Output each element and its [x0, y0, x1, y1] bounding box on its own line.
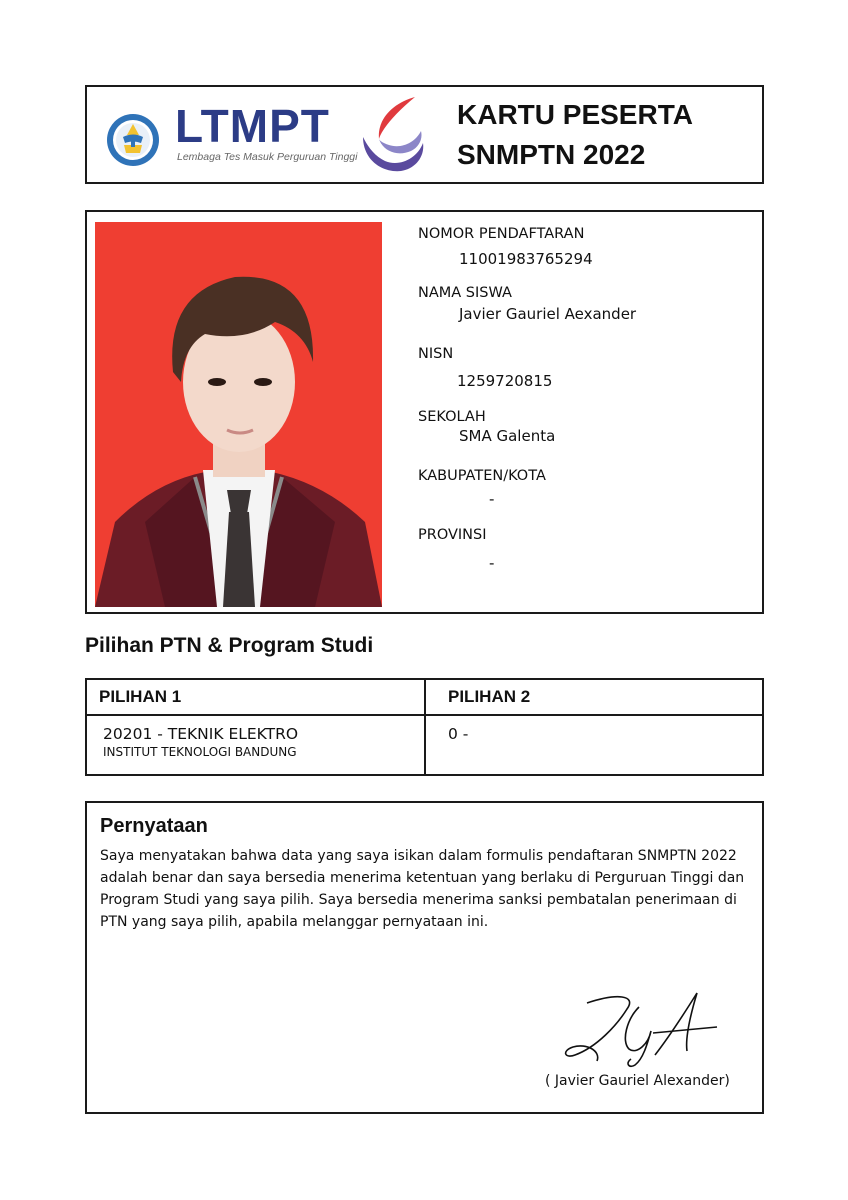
field-value-province: - — [489, 554, 495, 572]
statement-box — [85, 801, 764, 1114]
choice1-header: PILIHAN 1 — [99, 687, 182, 706]
handwritten-signature-icon — [557, 989, 727, 1069]
field-label-school: SEKOLAH — [418, 409, 486, 425]
field-value-nisn: 1259720815 — [457, 372, 553, 390]
portrait-illustration — [95, 222, 382, 607]
participant-photo — [95, 222, 382, 607]
field-label-nisn: NISN — [418, 346, 454, 362]
field-value-district: - — [489, 490, 495, 508]
card-title-line1: KARTU PESERTA — [457, 99, 693, 130]
tut-wuri-handayani-emblem-icon — [106, 113, 160, 167]
choices-section-title: Pilihan PTN & Program Studi — [85, 634, 374, 657]
statement-title: Pernyataan — [100, 815, 208, 837]
choice2-program: 0 - — [448, 725, 469, 743]
table-header-divider — [87, 714, 762, 716]
field-label-student-name: NAMA SISWA — [418, 285, 512, 301]
choices-table — [85, 678, 764, 776]
statement-body: Saya menyatakan bahwa data yang saya isikan dalam formulis pendaftaran SNMPTN 2022 adalah benar dan saya bersedia menerima ketentuan yang berlaku di Perguruan Tinggi dan Program Studi yang saya pilih. Saya bersedia menerima sanksi pembatalan penerimaan di PTN yang saya pilih, apabila melanggar pernyataan ini. — [100, 848, 745, 930]
card-title-line2: SNMPTN 2022 — [457, 139, 646, 170]
card-header — [85, 85, 764, 184]
table-column-divider — [424, 680, 426, 774]
choice2-header: PILIHAN 2 — [448, 687, 531, 706]
field-value-school: SMA Galenta — [459, 427, 556, 445]
field-label-district: KABUPATEN/KOTA — [418, 468, 546, 484]
field-value-registration-number: 11001983765294 — [459, 250, 593, 268]
ltmpt-swoosh-icon — [357, 93, 427, 177]
ltmpt-logo-subtitle: Lembaga Tes Masuk Perguruan Tinggi — [177, 151, 358, 163]
participant-profile — [85, 210, 764, 614]
field-label-registration-number: NOMOR PENDAFTARAN — [418, 226, 585, 242]
choice1-program: 20201 - TEKNIK ELEKTRO — [103, 725, 299, 743]
field-value-student-name: Javier Gauriel Aexander — [459, 305, 637, 323]
signer-name: ( Javier Gauriel Alexander) — [545, 1073, 730, 1089]
choice1-university: INSTITUT TEKNOLOGI BANDUNG — [103, 745, 297, 759]
field-label-province: PROVINSI — [418, 527, 487, 543]
ltmpt-logo-text: LTMPT — [175, 100, 330, 152]
